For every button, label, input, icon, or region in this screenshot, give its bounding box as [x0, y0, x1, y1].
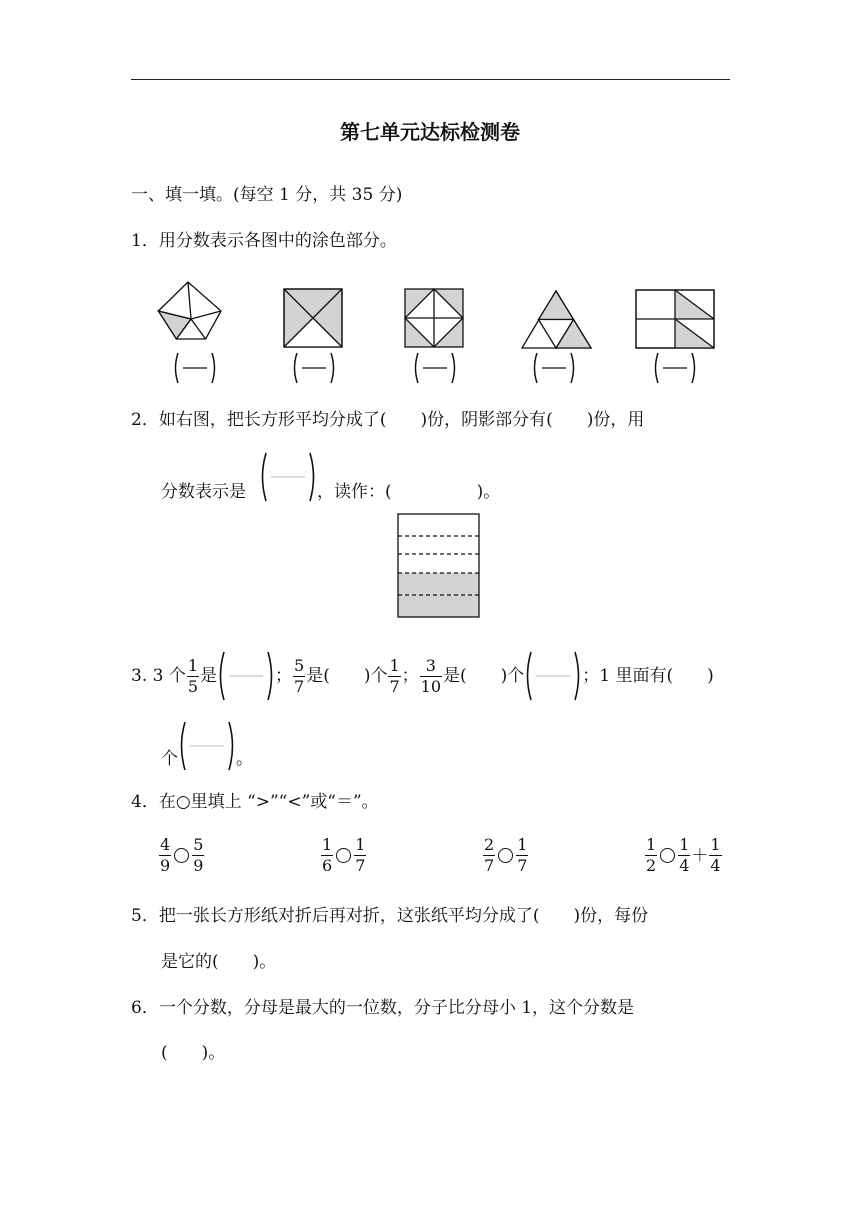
- denominator: 10: [420, 676, 442, 696]
- numerator: 5: [294, 655, 305, 675]
- denominator: 7: [484, 856, 495, 875]
- question-2-line1: 2．如右图，把长方形平均分成了( )份，阴影部分有( )份，用: [131, 410, 645, 430]
- fraction-1-5: [187, 657, 199, 696]
- fraction-5-7: [293, 657, 305, 696]
- rectangle-grid-figure: [635, 289, 717, 351]
- fraction-answer-box: [524, 650, 582, 702]
- question-5-line1: 5．把一张长方形纸对折后再对折，这张纸平均分成了( )份，每份: [131, 906, 649, 926]
- numerator: 1: [355, 835, 366, 854]
- fraction-answer-box: [217, 650, 275, 702]
- compare-circle[interactable]: [498, 848, 513, 863]
- numerator: 1: [517, 835, 528, 854]
- square-diagonals-figure: [283, 288, 345, 350]
- q3-part-7: ；1 里面有( ): [582, 666, 714, 686]
- denominator: 4: [710, 856, 721, 875]
- question-5-line2: 是它的( )。: [161, 952, 277, 972]
- q3-part-8: 个: [161, 749, 178, 769]
- numerator: 1: [322, 835, 333, 854]
- q3-part-9: 。: [236, 749, 253, 769]
- plus-sign: ＋: [691, 845, 709, 866]
- q3-part-2: 是: [200, 666, 218, 686]
- q3-part-1: 3. 3 个: [131, 666, 186, 686]
- pentagon-figure: [150, 279, 230, 351]
- compare-circle[interactable]: [336, 848, 351, 863]
- numerator: 1: [710, 835, 721, 854]
- q3-part-4: 是( )个: [306, 666, 388, 686]
- question-2-line2a: 分数表示是: [161, 482, 246, 502]
- answer-bracket-5: [652, 351, 698, 385]
- question-3-line1: [131, 651, 714, 701]
- numerator: 3: [425, 655, 436, 675]
- compare-circle[interactable]: [174, 848, 189, 863]
- numerator: 1: [646, 835, 657, 854]
- denominator: 7: [389, 676, 400, 696]
- square-diamond-figure: [404, 288, 466, 350]
- question-6-line2: ( )。: [161, 1043, 226, 1063]
- answer-bracket-3: [412, 351, 458, 385]
- rectangle-strips-figure: [397, 513, 481, 619]
- compare-item-4: [644, 836, 723, 875]
- answer-bracket-4: [531, 351, 577, 385]
- answer-bracket-1: [172, 351, 218, 385]
- question-3-line2: [161, 720, 253, 772]
- q3-part-6: 是( )个: [443, 666, 525, 686]
- compare-item-2: [320, 836, 367, 875]
- compare-item-1: [158, 836, 205, 875]
- compare-circle[interactable]: [660, 848, 675, 863]
- fraction-1-7: [388, 657, 400, 696]
- answer-bracket-2: [291, 351, 337, 385]
- numerator: 4: [160, 835, 171, 854]
- section-heading: 一、填一填。(每空 1 分，共 35 分): [131, 185, 403, 205]
- numerator: 5: [193, 835, 204, 854]
- fraction-answer-box: [178, 720, 236, 772]
- denominator: 6: [322, 856, 333, 875]
- q3-part-3: ；: [275, 666, 293, 686]
- denominator: 7: [355, 856, 366, 875]
- compare-item-3: [482, 836, 529, 875]
- numerator: 2: [484, 835, 495, 854]
- question-6-line1: 6．一个分数，分母是最大的一位数，分子比分母小 1，这个分数是: [131, 998, 635, 1018]
- denominator: 9: [160, 856, 171, 875]
- denominator: 4: [679, 856, 690, 875]
- question-1-text: 1．用分数表示各图中的涂色部分。: [131, 231, 397, 251]
- numerator: 1: [187, 655, 199, 675]
- page-title: 第七单元达标检测卷: [340, 120, 520, 144]
- denominator: 5: [187, 676, 199, 696]
- numerator: 1: [389, 655, 400, 675]
- denominator: 7: [517, 856, 528, 875]
- numerator: 1: [679, 835, 690, 854]
- denominator: 9: [193, 856, 204, 875]
- denominator: 7: [294, 676, 305, 696]
- fraction-answer-box: [259, 451, 317, 503]
- denominator: 2: [646, 856, 657, 875]
- fraction-3-10: [420, 657, 442, 696]
- question-2-line2b: ，读作：( )。: [317, 482, 501, 502]
- triangle-figure: [521, 289, 593, 351]
- question-4-text: 4．在○里填上 “>”“<”或“＝”。: [131, 792, 379, 812]
- top-rule: [131, 79, 730, 80]
- q3-part-5: ；: [401, 666, 419, 686]
